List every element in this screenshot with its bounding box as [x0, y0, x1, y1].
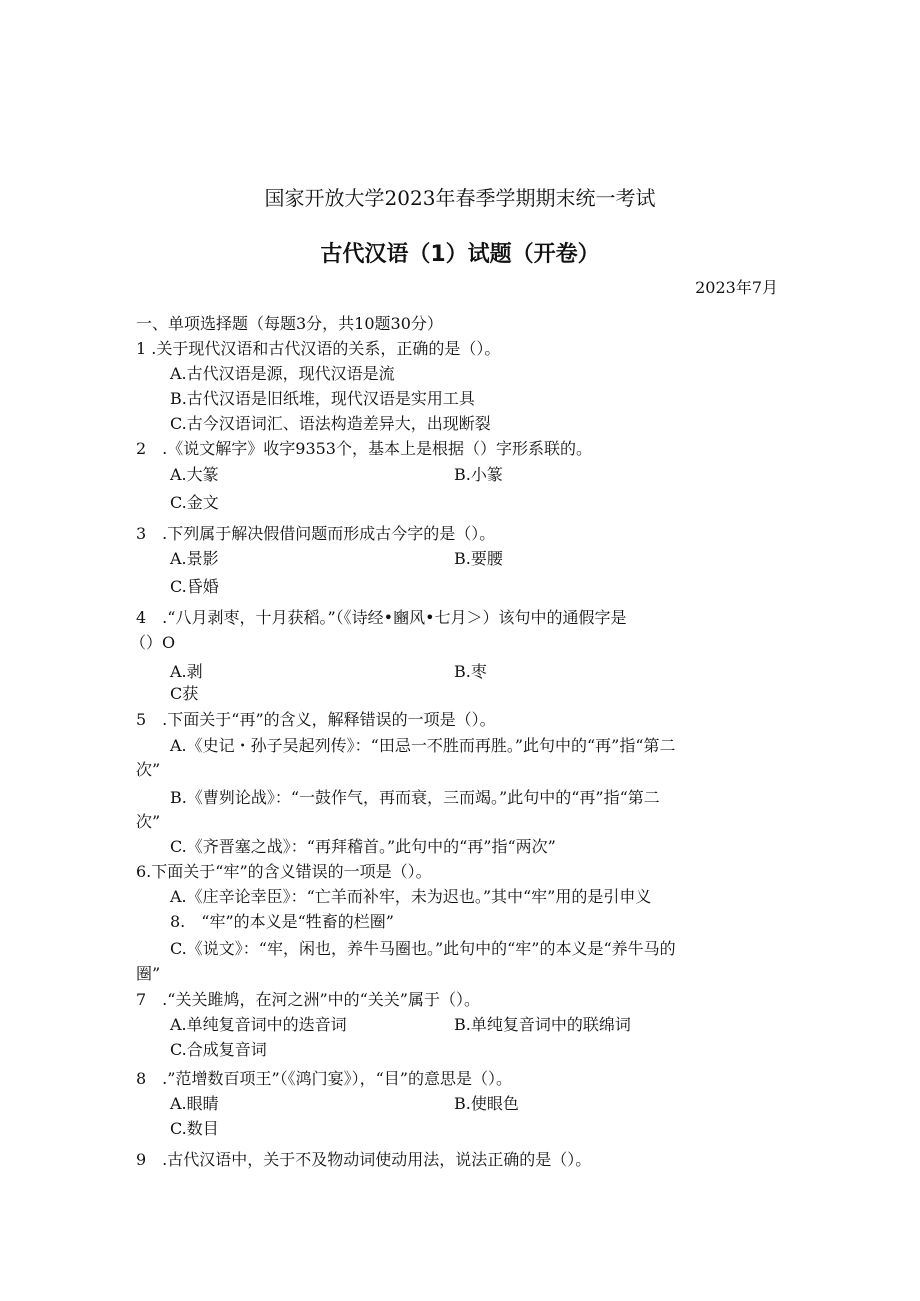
- question-1-option-c: C.古今汉语词汇、语法构造差异大，出现断裂: [170, 414, 491, 433]
- question-8-option-a: A.眼睛: [170, 1094, 219, 1113]
- question-4-option-c: C获: [170, 684, 199, 703]
- question-5-option-a-continued: 次”: [136, 760, 161, 779]
- section-heading: 一、单项选择题（每题3分，共10题30分）: [136, 314, 443, 333]
- question-2-option-b: B.小篆: [454, 465, 503, 484]
- question-7-option-b: B.单纯复音词中的联绵词: [454, 1015, 631, 1034]
- question-3-option-c: C.昏婚: [170, 577, 219, 596]
- question-8-option-b: B.使眼色: [454, 1094, 519, 1113]
- question-7-stem: 7 .“关关雎鸠，在河之洲”中的“关关”属于（）。: [136, 990, 480, 1009]
- question-3-option-a: A.景影: [170, 549, 219, 568]
- question-5-stem: 5 .下面关于“再”的含义，解释错误的一项是（）。: [136, 710, 496, 729]
- question-6-stem: 6.下面关于“牢”的含义错误的一项是（）。: [136, 862, 432, 881]
- question-7-option-a: A.单纯复音词中的迭音词: [170, 1015, 347, 1034]
- question-9-stem: 9 .古代汉语中，关于不及物动词使动用法，说法正确的是（）。: [136, 1150, 592, 1169]
- question-3-option-b: B.要腰: [454, 549, 503, 568]
- question-2-option-c: C.金文: [170, 493, 219, 512]
- question-5-option-c: C.《齐晋塞之战》：“再拜稽首。”此句中的“再”指“两次”: [170, 837, 556, 856]
- exam-date: 2023年7月: [695, 278, 778, 297]
- exam-title: 国家开放大学2023年春季学期期末统一考试: [264, 186, 656, 210]
- question-4-option-a: A.剥: [170, 662, 203, 681]
- question-6-option-c-continued: 圈”: [136, 964, 161, 983]
- question-4-stem: 4 .“八月剥枣，十月获稻。”（《诗经•豳风•七月＞）该句中的通假字是: [136, 608, 627, 627]
- question-5-option-b: B.《曹刿论战》：“一鼓作气，再而衰，三而竭。”此句中的“再”指“第二: [170, 788, 660, 807]
- question-6-option-a: A.《庄辛论幸臣》：“亡羊而补牢，未为迟也。”其中“牢”用的是引申义: [170, 887, 652, 906]
- question-5-option-a: A.《史记・孙子吴起列传》：“田忌一不胜而再胜。”此句中的“再”指“第二: [170, 736, 676, 755]
- question-1-stem: 1 .关于现代汉语和古代汉语的关系，正确的是（）。: [136, 339, 501, 358]
- question-6-option-b: 8. “牢”的本义是“牲畜的栏圈”: [170, 912, 394, 931]
- question-2-stem: 2 .《说文解字》收字9353个，基本上是根据（）字形系联的。: [136, 439, 592, 458]
- question-2-option-a: A.大篆: [170, 465, 219, 484]
- question-8-stem: 8 .”范增数百项王”（《鸿门宴》），“目”的意思是（）。: [136, 1069, 512, 1088]
- question-1-option-a: A.古代汉语是源，现代汉语是流: [170, 364, 395, 383]
- question-4-option-b: B.枣: [454, 662, 487, 681]
- question-6-option-c: C.《说文》：“牢，闲也，养牛马圈也。”此句中的“牢”的本义是“养牛马的: [170, 939, 676, 958]
- question-5-option-b-continued: 次”: [136, 812, 161, 831]
- question-4-stem-continued: （）O: [130, 633, 176, 652]
- question-8-option-c: C.数目: [170, 1119, 219, 1138]
- paper-title: 古代汉语（1）试题（开卷）: [320, 242, 600, 267]
- question-1-option-b: B.古代汉语是旧纸堆，现代汉语是实用工具: [170, 389, 475, 408]
- question-3-stem: 3 .下列属于解决假借问题而形成古今字的是（）。: [136, 524, 496, 543]
- question-7-option-c: C.合成复音词: [170, 1040, 267, 1059]
